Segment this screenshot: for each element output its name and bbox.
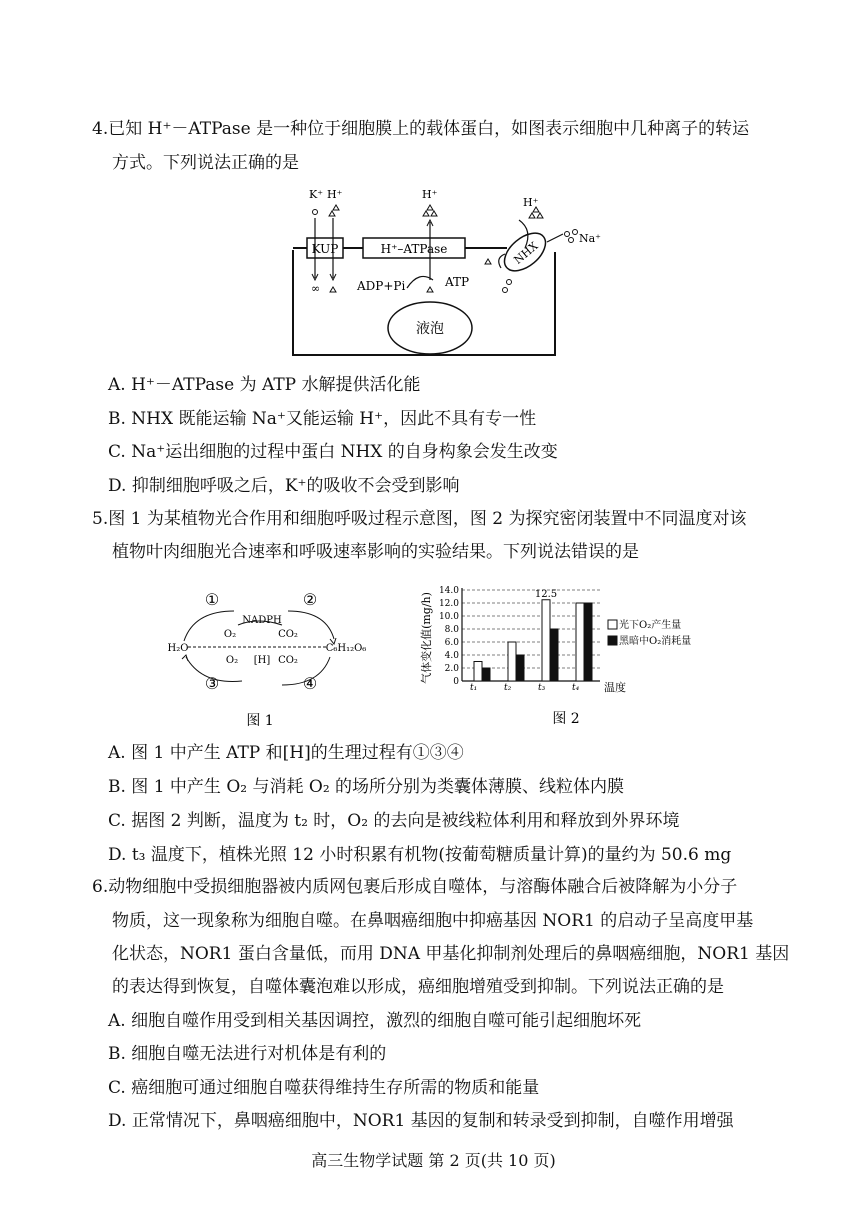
k-ion-symbol <box>313 210 318 215</box>
chart-ytick-label: 2.0 <box>444 664 459 674</box>
q5-option-c: C. 据图 2 判断，温度为 t₂ 时，O₂ 的去向是被线粒体利用和释放到外界环境 <box>108 811 680 831</box>
h-ion-label-mid: H⁺ <box>422 188 438 201</box>
chart-ytick-label: 0 <box>453 677 459 687</box>
q4-option-b: B. NHX 既能运输 Na⁺又能运输 H⁺，因此不具有专一性 <box>108 409 537 429</box>
q6-stem-line4: 的表达得到恢复，自噬体囊泡难以形成，癌细胞增殖受到抑制。下列说法正确的是 <box>112 977 724 997</box>
fig1-step-4: ④ <box>302 674 318 693</box>
q4-option-c: C. Na⁺运出细胞的过程中蛋白 NHX 的自身构象会发生改变 <box>108 442 558 462</box>
fig1-h: [H] <box>253 655 271 666</box>
chart-bar-light <box>542 600 550 681</box>
chart-ytick-label: 12.0 <box>438 599 459 609</box>
page-footer: 高三生物学试题 第 2 页(共 10 页) <box>311 1151 556 1170</box>
q6-stem-line2: 物质，这一现象称为细胞自噬。在鼻咽癌细胞中抑癌基因 NOR1 的启动子呈高度甲基 <box>112 911 754 931</box>
chart-bar-light <box>576 603 584 681</box>
chart-xticks <box>470 683 580 693</box>
h-ion-symbol-mid <box>423 205 437 216</box>
q6-option-c: C. 癌细胞可通过细胞自噬获得维持生存所需的物质和能量 <box>108 1078 540 1098</box>
chart-ytick-label: 10.0 <box>438 612 459 622</box>
h-ion-label-right: H⁺ <box>523 196 539 209</box>
chart-bar-dark <box>482 668 490 681</box>
chart-peak-label: 12.5 <box>534 588 558 600</box>
chart-xtick-label: t₁ <box>470 683 478 693</box>
q5-figure2-chart <box>418 578 758 733</box>
adp-label: ADP+Pi <box>357 279 406 293</box>
fig1-step-3: ③ <box>204 674 220 693</box>
na-ion-symbol <box>565 232 570 237</box>
chart-bar-light <box>474 662 482 682</box>
chart-bars <box>474 600 592 681</box>
chart-ytick-label: 8.0 <box>444 625 459 635</box>
legend-dark-label: 黑暗中O₂消耗量 <box>619 636 692 647</box>
fig1-o2-bottom: O₂ <box>225 655 239 666</box>
fig1-nadph: NADPH <box>242 615 282 626</box>
q5-figure1 <box>160 585 380 730</box>
q6-stem-line1: 6.动物细胞中受损细胞器被内质网包裹后形成自噬体，与溶酶体融合后被降解为小分子 <box>92 877 738 897</box>
atp-label: ATP <box>445 275 470 289</box>
chart-xtick-label: t₃ <box>538 683 546 693</box>
vacuole-label: 液泡 <box>416 321 444 337</box>
chart-ytick-label: 14.0 <box>438 586 459 596</box>
q5-stem-line2: 植物叶肉细胞光合速率和呼吸速率影响的实验结果。下列说法错误的是 <box>112 542 639 562</box>
q4-option-a: A. H⁺－ATPase 为 ATP 水解提供活化能 <box>108 375 421 395</box>
fig1-co2-bottom: CO₂ <box>278 655 298 666</box>
chart-yticks <box>439 586 459 687</box>
na-ion-label: Na⁺ <box>579 232 601 245</box>
chart-xtick-label: t₄ <box>572 683 580 693</box>
h-ion-symbol <box>329 205 339 216</box>
fig1-caption: 图 1 <box>246 713 274 729</box>
q6-option-a: A. 细胞自噬作用受到相关基因调控，激烈的细胞自噬可能引起细胞坏死 <box>108 1011 642 1031</box>
chart-bar-dark <box>550 629 558 681</box>
fig1-h2o: H₂O <box>167 643 189 654</box>
legend-light-label: 光下O₂产生量 <box>619 620 682 631</box>
chart-xtick-label: t₂ <box>504 683 512 693</box>
q6-stem-line3: 化状态，NOR1 蛋白含量低，而用 DNA 甲基化抑制剂处理后的鼻咽癌细胞，NOR1 基因 <box>112 944 790 964</box>
chart-ytick-label: 6.0 <box>444 638 459 648</box>
fig1-glucose: C₆H₁₂O₆ <box>325 643 367 654</box>
q6-option-b: B. 细胞自噬无法进行对机体是有利的 <box>108 1044 387 1064</box>
fig1-o2-top: O₂ <box>223 629 237 640</box>
q4-stem-line2: 方式。下列说法正确的是 <box>112 153 299 173</box>
q5-stem-line1: 5.图 1 为某植物光合作用和细胞呼吸过程示意图，图 2 为探究密闭装置中不同温度对该 <box>92 509 747 529</box>
nhx-label: NHX <box>511 239 541 267</box>
fig1-co2-top: CO₂ <box>278 629 298 640</box>
chart-ytick-label: 4.0 <box>444 651 459 661</box>
legend-swatch-light <box>608 620 617 629</box>
q4-option-d: D. 抑制细胞呼吸之后，K⁺的吸收不会受到影响 <box>108 476 460 496</box>
chart-bar-dark <box>516 655 524 681</box>
k-ion-label: K⁺ <box>309 188 324 201</box>
fig1-step-1: ① <box>204 590 220 609</box>
chart-ylabel: 气体变化值(mg/h) <box>420 592 433 684</box>
fig2-caption: 图 2 <box>552 711 580 727</box>
fig1-step-2: ② <box>302 590 318 609</box>
h-ion-label-left: H⁺ <box>327 188 343 201</box>
chart-xlabel: 温度 <box>604 681 626 694</box>
q6-option-d: D. 正常情况下，鼻咽癌细胞中，NOR1 基因的复制和转录受到抑制，自噬作用增强 <box>108 1111 734 1131</box>
kup-label: KUP <box>311 242 339 256</box>
legend-swatch-dark <box>608 636 617 645</box>
q4-stem-line1: 4.已知 H⁺－ATPase 是一种位于细胞膜上的载体蛋白，如图表示细胞中几种离子的转运 <box>92 119 750 139</box>
q4-transport-diagram <box>285 180 615 360</box>
svg-text:∞: ∞ <box>311 282 321 295</box>
chart-bar-light <box>508 642 516 681</box>
chart-bar-dark <box>584 603 592 681</box>
q5-option-b: B. 图 1 中产生 O₂ 与消耗 O₂ 的场所分别为类囊体薄膜、线粒体内膜 <box>108 777 625 797</box>
q5-option-d: D. t₃ 温度下，植株光照 12 小时积累有机物(按葡萄糖质量计算)的量约为 50.6 mg <box>108 845 732 865</box>
h-atpase-label: H⁺–ATPase <box>380 242 448 256</box>
q5-option-a: A. 图 1 中产生 ATP 和[H]的生理过程有①③④ <box>108 743 464 763</box>
